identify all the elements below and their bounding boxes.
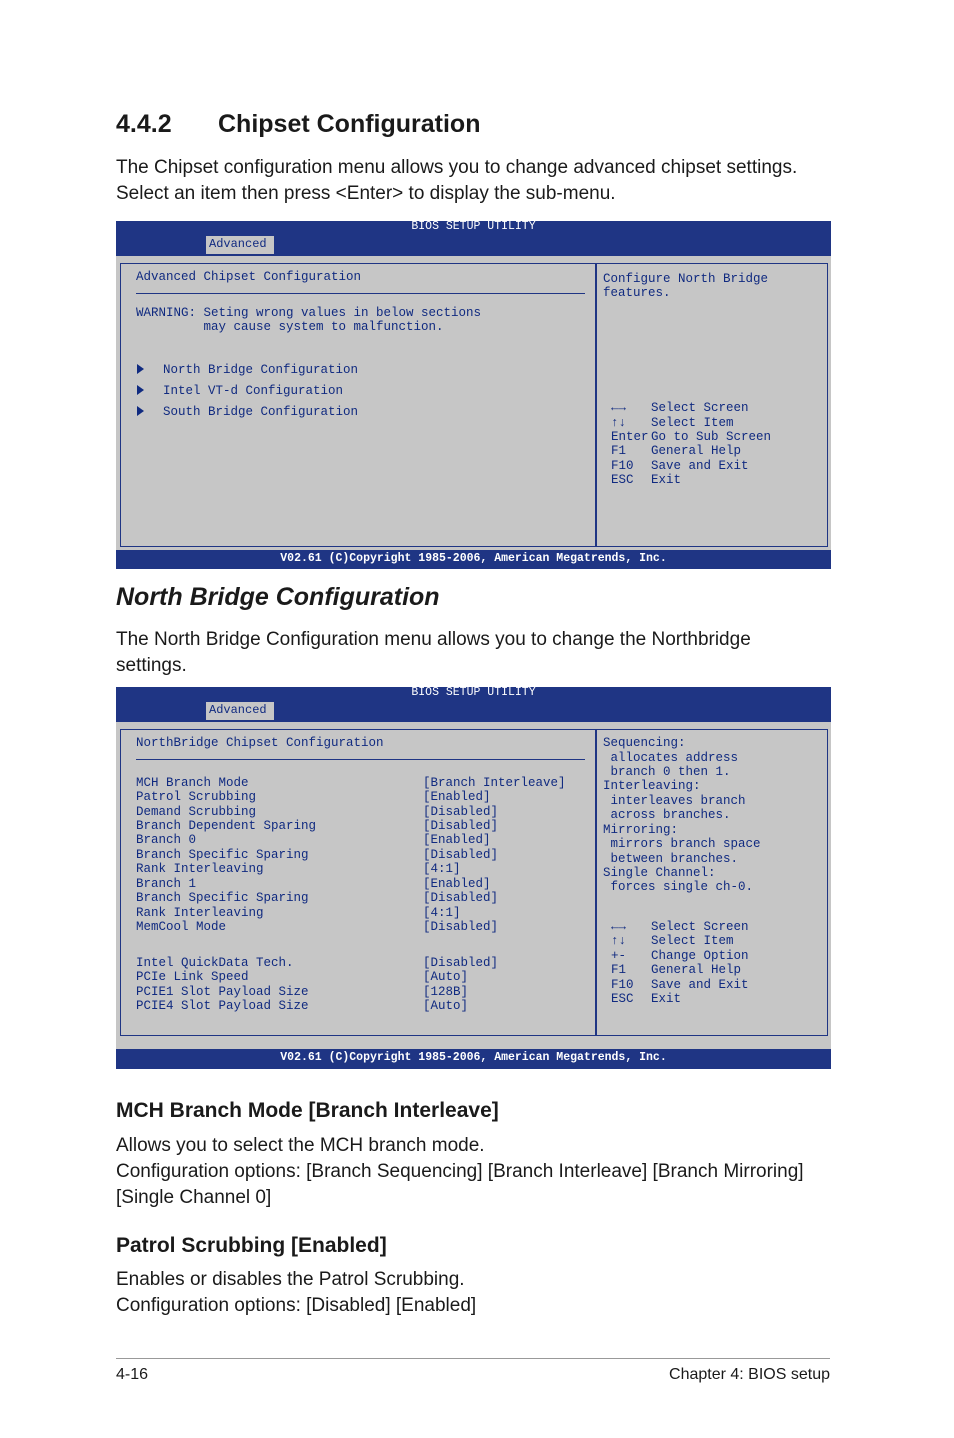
mch-line-1: Allows you to select the MCH branch mode. xyxy=(116,1135,485,1156)
setting-value: [Enabled] xyxy=(423,790,491,804)
help-line-1: Configure North Bridge xyxy=(603,272,769,286)
patrol-line-2: Configuration options: [Disabled] [Enabled] xyxy=(116,1295,477,1316)
arrow-right-icon xyxy=(137,364,144,374)
help-line: allocates address xyxy=(603,751,739,765)
help-line: Single Channel: xyxy=(603,866,716,880)
section-number: 4.4.2 xyxy=(116,110,172,138)
setting-value: [Auto] xyxy=(423,999,469,1013)
setting-label: PCIE1 Slot Payload Size xyxy=(136,985,309,999)
tab-advanced[interactable]: Advanced xyxy=(206,236,274,254)
setting-label: Branch Dependent Sparing xyxy=(136,819,317,833)
bios-main-panel xyxy=(120,263,596,547)
key-esc: ESC xyxy=(611,992,634,1006)
bios-screen-chipset xyxy=(116,221,831,569)
key-desc: Exit xyxy=(651,992,682,1006)
setting-label: Branch Specific Sparing xyxy=(136,848,309,862)
key-esc: ESC xyxy=(611,473,634,487)
key-desc: Select Item xyxy=(651,416,734,430)
nb-intro xyxy=(116,627,836,679)
patrol-heading: Patrol Scrubbing [Enabled] xyxy=(116,1234,387,1257)
setting-label: Rank Interleaving xyxy=(136,862,264,876)
chapter-label: Chapter 4: BIOS setup xyxy=(669,1366,830,1383)
setting-label: Branch Specific Sparing xyxy=(136,891,309,905)
key-arrows-lr: ←→ xyxy=(611,920,627,934)
bios-header-bar xyxy=(116,687,831,722)
footer-rule xyxy=(116,1358,830,1359)
setting-label: PCIe Link Speed xyxy=(136,970,249,984)
menu-item-label: North Bridge Configuration xyxy=(163,363,359,377)
setting-label: PCIE4 Slot Payload Size xyxy=(136,999,309,1013)
setting-value: [Disabled] xyxy=(423,805,499,819)
arrow-right-icon xyxy=(137,406,144,416)
nb-heading: North Bridge Configuration xyxy=(116,583,440,611)
mch-line-3: [Single Channel 0] xyxy=(116,1187,272,1208)
setting-label: MemCool Mode xyxy=(136,920,227,934)
bios-footer: V02.61 (C)Copyright 1985-2006, American Megatrends, Inc. xyxy=(116,1049,831,1069)
help-line-2: features. xyxy=(603,286,671,300)
setting-label: MCH Branch Mode xyxy=(136,776,249,790)
tab-advanced[interactable]: Advanced xyxy=(206,702,274,720)
help-line: Sequencing: xyxy=(603,736,686,750)
key-f1: F1 xyxy=(611,444,627,458)
key-arrows-ud: ↑↓ xyxy=(611,934,627,948)
key-desc: Save and Exit xyxy=(651,459,749,473)
setting-value: [Auto] xyxy=(423,970,469,984)
setting-value: [Disabled] xyxy=(423,819,499,833)
section-heading xyxy=(116,110,480,139)
setting-value: [Enabled] xyxy=(423,877,491,891)
key-desc: Select Screen xyxy=(651,920,749,934)
menu-item-label: Intel VT-d Configuration xyxy=(163,384,344,398)
help-line: interleaves branch xyxy=(603,794,746,808)
setting-label: Demand Scrubbing xyxy=(136,805,257,819)
key-arrows-lr: ←→ xyxy=(611,401,627,415)
patrol-line-1: Enables or disables the Patrol Scrubbing. xyxy=(116,1269,465,1290)
help-line: mirrors branch space xyxy=(603,837,761,851)
setting-label: Intel QuickData Tech. xyxy=(136,956,294,970)
setting-value: [Disabled] xyxy=(423,891,499,905)
setting-value: [Disabled] xyxy=(423,848,499,862)
key-desc: General Help xyxy=(651,963,742,977)
panel-divider xyxy=(136,759,585,760)
nb-intro-line-2: settings. xyxy=(116,655,187,676)
setting-label: Branch 1 xyxy=(136,877,197,891)
menu-item-label: South Bridge Configuration xyxy=(163,405,359,419)
mch-description xyxy=(116,1133,856,1211)
bios-main-panel xyxy=(120,729,596,1036)
key-desc: General Help xyxy=(651,444,742,458)
bios-header-title: BIOS SETUP UTILITY xyxy=(411,686,536,699)
bios-screen-northbridge xyxy=(116,687,831,1069)
key-f10: F10 xyxy=(611,978,634,992)
warning-line-1: WARNING: Seting wrong values in below sections xyxy=(136,306,482,320)
setting-label: Branch 0 xyxy=(136,833,197,847)
help-line: Interleaving: xyxy=(603,779,701,793)
key-enter: Enter xyxy=(611,430,649,444)
bios-help-panel xyxy=(596,263,828,547)
bios-footer: V02.61 (C)Copyright 1985-2006, American Megatrends, Inc. xyxy=(116,550,831,569)
key-f10: F10 xyxy=(611,459,634,473)
key-desc: Select Item xyxy=(651,934,734,948)
key-desc: Go to Sub Screen xyxy=(651,430,772,444)
intro-line-1: The Chipset configuration menu allows you to change advanced chipset settings. xyxy=(116,157,798,178)
help-line: forces single ch-0. xyxy=(603,880,754,894)
setting-value: [4:1] xyxy=(423,906,461,920)
setting-value: [128B] xyxy=(423,985,469,999)
patrol-description xyxy=(116,1267,836,1319)
bios-header-bar xyxy=(116,221,831,256)
mch-line-2: Configuration options: [Branch Sequencing] [Branch Interleave] [Branch Mirroring] xyxy=(116,1161,804,1182)
nb-intro-line-1: The North Bridge Configuration menu allows you to change the Northbridge xyxy=(116,629,751,650)
help-line: across branches. xyxy=(603,808,731,822)
panel-title: Advanced Chipset Configuration xyxy=(136,270,362,284)
key-f1: F1 xyxy=(611,963,627,977)
help-line: branch 0 then 1. xyxy=(603,765,731,779)
mch-heading: MCH Branch Mode [Branch Interleave] xyxy=(116,1099,499,1122)
setting-value: [4:1] xyxy=(423,862,461,876)
key-desc: Exit xyxy=(651,473,682,487)
panel-title: NorthBridge Chipset Configuration xyxy=(136,736,384,750)
key-plus-minus: +- xyxy=(611,949,627,963)
section-intro xyxy=(116,155,836,207)
arrow-right-icon xyxy=(137,385,144,395)
intro-line-2: Select an item then press <Enter> to display the sub-menu. xyxy=(116,183,616,204)
setting-value: [Branch Interleave] xyxy=(423,776,566,790)
bios-header-title: BIOS SETUP UTILITY xyxy=(411,220,536,233)
help-line: between branches. xyxy=(603,852,739,866)
panel-divider xyxy=(136,293,585,294)
setting-label: Patrol Scrubbing xyxy=(136,790,257,804)
bios-help-panel xyxy=(596,729,828,1036)
help-line: Mirroring: xyxy=(603,823,679,837)
page-number: 4-16 xyxy=(116,1366,149,1383)
key-desc: Change Option xyxy=(651,949,749,963)
setting-label: Rank Interleaving xyxy=(136,906,264,920)
setting-value: [Disabled] xyxy=(423,920,499,934)
key-desc: Save and Exit xyxy=(651,978,749,992)
key-desc: Select Screen xyxy=(651,401,749,415)
section-title: Chipset Configuration xyxy=(218,110,481,138)
setting-value: [Disabled] xyxy=(423,956,499,970)
setting-value: [Enabled] xyxy=(423,833,491,847)
warning-line-2: may cause system to malfunction. xyxy=(136,320,444,334)
key-arrows-ud: ↑↓ xyxy=(611,416,627,430)
